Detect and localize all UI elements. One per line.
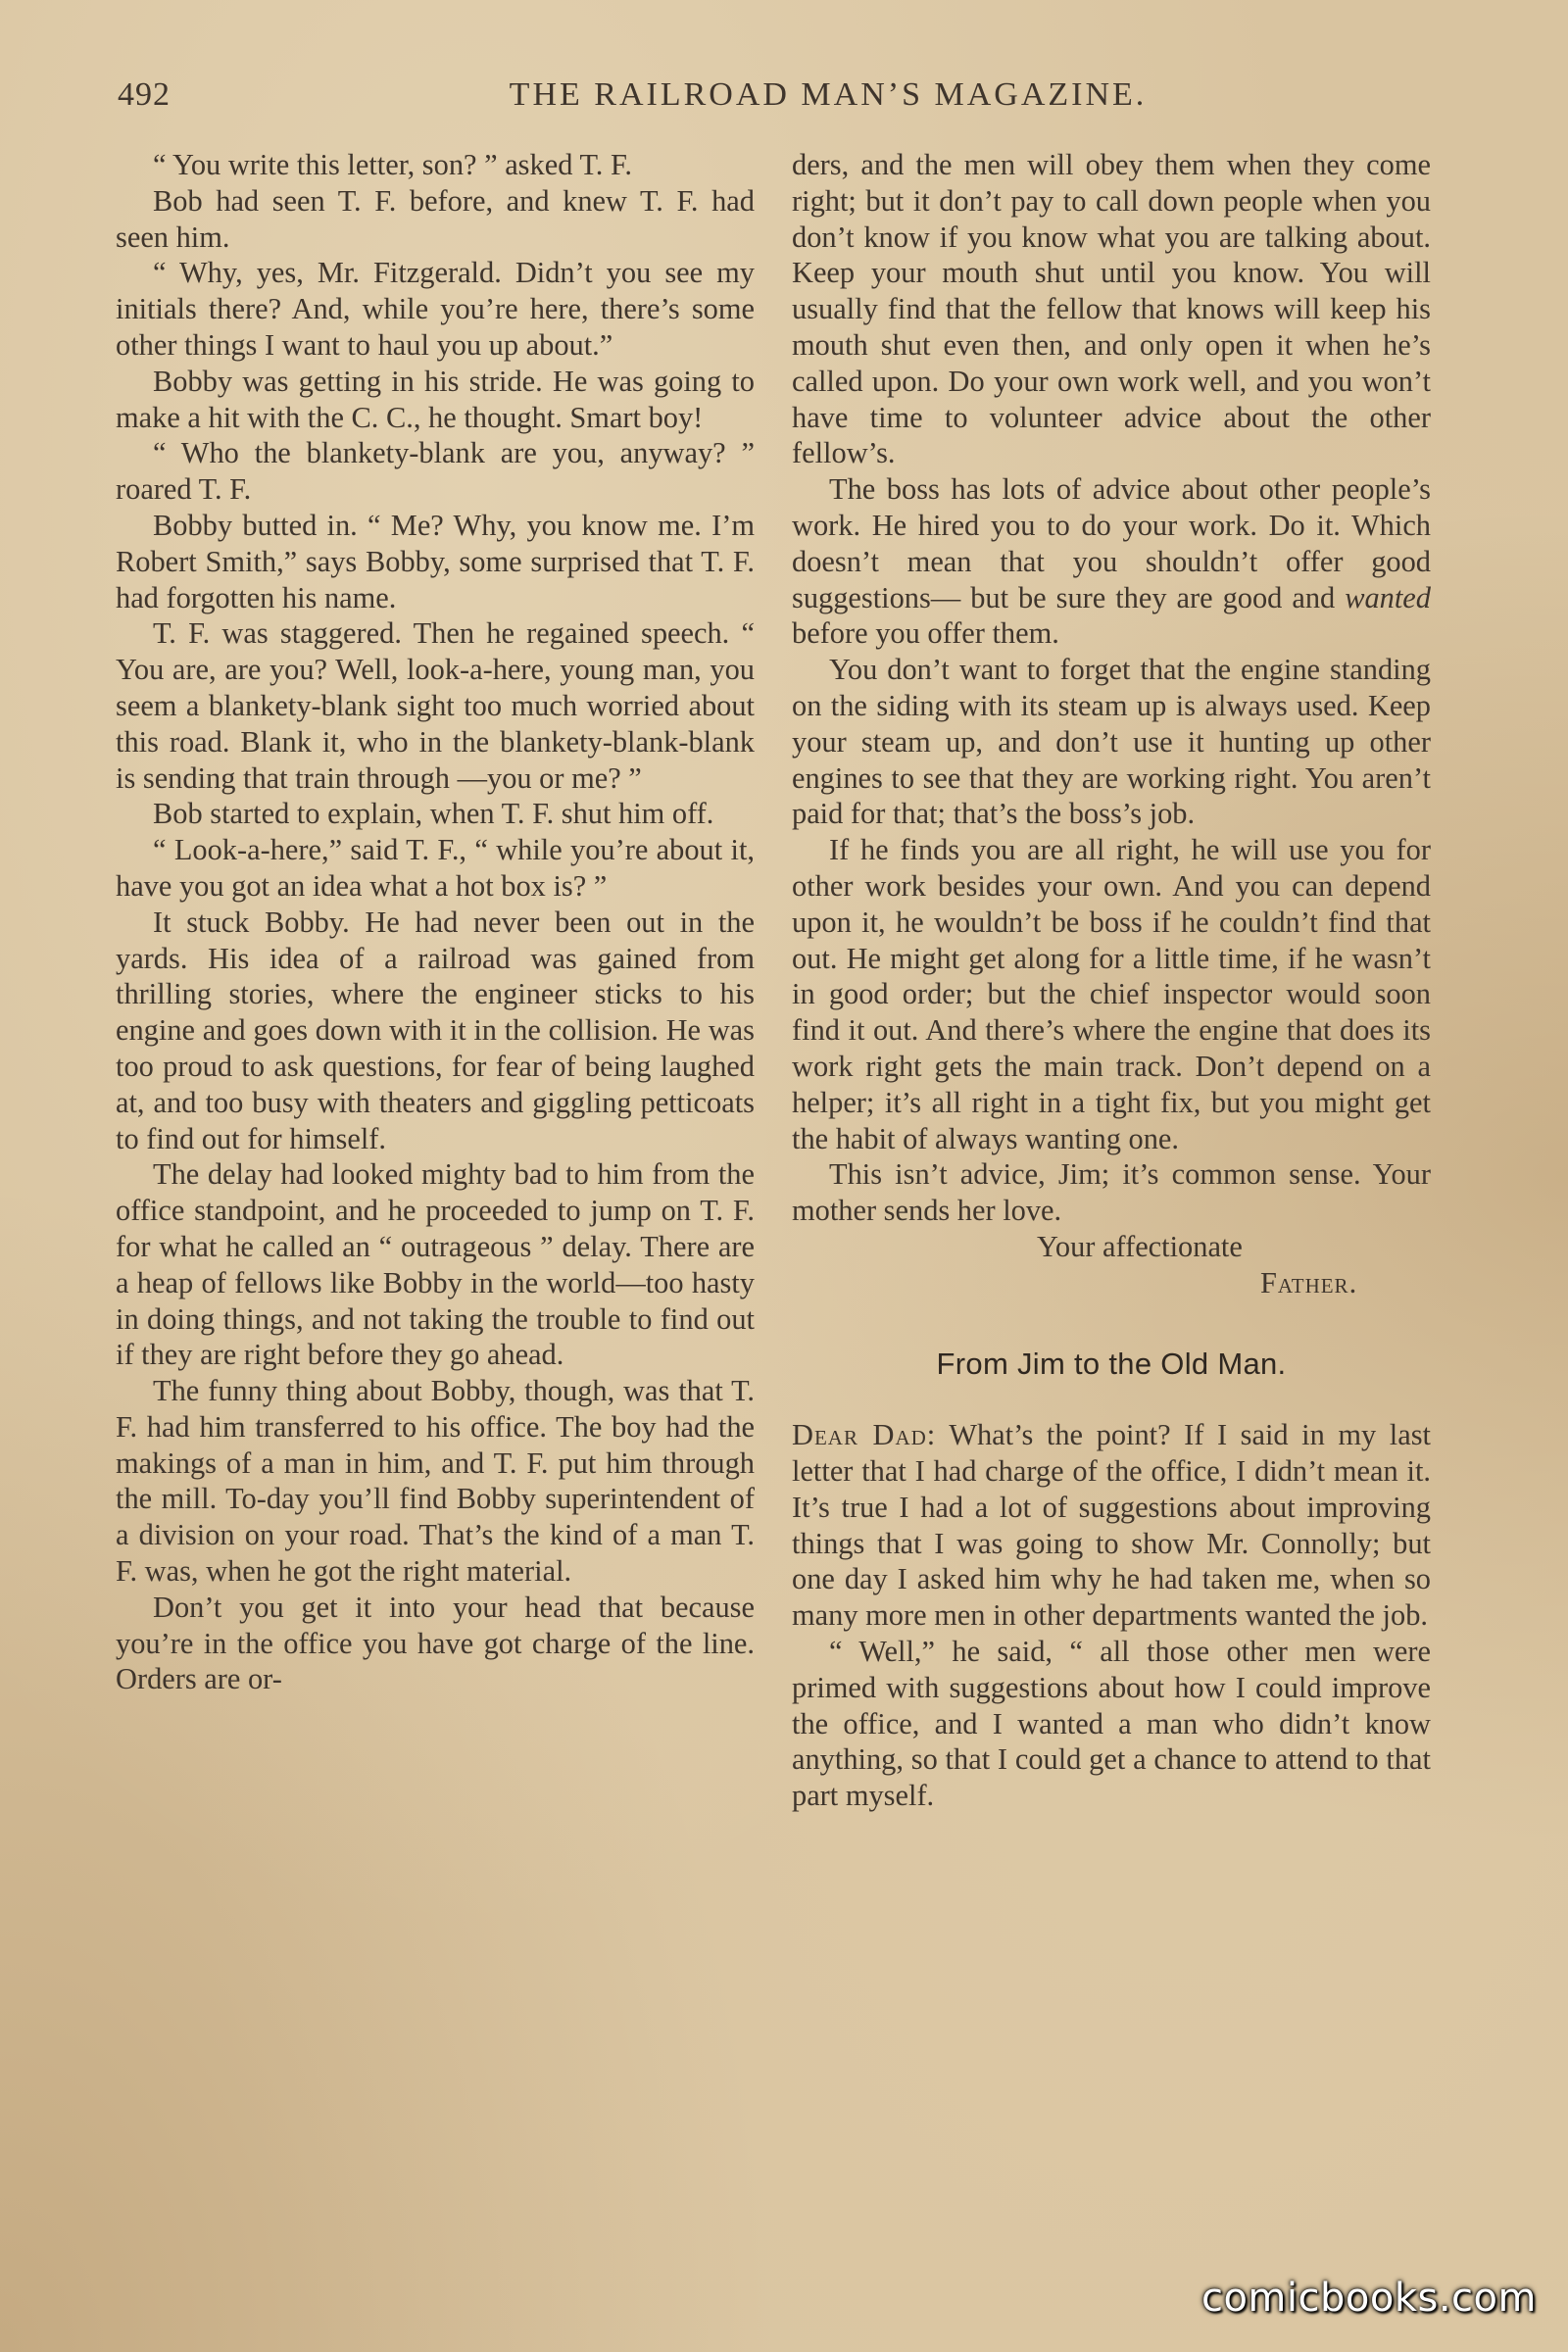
paragraph: “ Who the blankety-blank are you, anyway? ” roared T. F. — [116, 436, 755, 507]
paragraph: It stuck Bobby. He had never been out in the yards. His idea of a railroad was gained from thrilling stories, where the engineer sticks to his engine and goes down with it in the collision. He was too proud to ask questions, for fear of being laughed at, and too busy with theaters and giggling petticoats to find out for himself. — [116, 905, 755, 1155]
paragraph: You don’t want to forget that the engine standing on the siding with its steam up is always used. Keep your steam up, and don’t use it hunting up other engines to see that they are working right. You aren’t paid for that; that’s the boss’s job. — [792, 653, 1431, 831]
paragraph-text: The boss has lots of advice about other people’s work. He hired you to do your work. Do it. Which doesn’t mean that you shouldn’t offer good suggestions— but be sure they are good and — [792, 472, 1431, 614]
paragraph: “ Why, yes, Mr. Fitzgerald. Didn’t you see my initials there? And, while you’re here, there’s some other things I want to haul you up about.” — [116, 256, 755, 362]
paragraph: “ Well,” he said, “ all those other men were primed with suggestions about how I could improve the office, and I wanted a man who didn’t know anything, so that I could get a chance to attend to that part myself. — [792, 1635, 1431, 1813]
paragraph: The delay had looked mighty bad to him from the office standpoint, and he proceeded to jump on T. F. for what he called an “ outrageous ” delay. There are a heap of fellows like Bobby in the world—too hasty in doing things, and not taking the trouble to find out if they are right before they go ahead. — [116, 1157, 755, 1372]
paragraph — [792, 471, 1431, 652]
paragraph-text: What’s the point? If I said in my last letter that I had charge of the office, I didn’t mean it. It’s true I had a lot of suggestions about improving things that I was going to show Mr. Connolly; but one day I asked him why he had taken me, when so many more men in other departments wanted the job. — [792, 1418, 1431, 1633]
page-header — [118, 76, 1431, 120]
paragraph: T. F. was staggered. Then he regained speech. “ You are, are you? Well, look-a-here, young man, you seem a blankety-blank sight too much worried about this road. Blank it, who in the blankety-blank-blank is sending that train through —you or me? ” — [116, 616, 755, 795]
closing-line: Your affectionate — [1037, 1229, 1243, 1263]
continued-paragraph: ders, and the men will obey them when they come right; but it don’t pay to call down people when you don’t know if you know what you are talking about. Keep your mouth shut until you know. You will usually find that the fellow that knows will keep his mouth shut even then, and only open it when he’s called upon. Do your own work well, and you won’t have time to volunteer advice about the other fellow’s. — [792, 148, 1431, 470]
paragraph: Bob started to explain, when T. F. shut him off. — [153, 797, 714, 831]
paragraph-text-tail: before you offer them. — [792, 616, 1059, 651]
paragraph: The funny thing about Bobby, though, was that T. F. had him transferred to his office. The boy had the makings of a man in him, and T. F. put him through the mill. To-day you’ll find Bobby superintendent of a division on your road. That’s the kind of a man T. F. was, when he got the right material. — [116, 1374, 755, 1589]
running-title: THE RAILROAD MAN’S MAGAZINE. — [509, 76, 1148, 113]
letter-opening-paragraph — [792, 1417, 1431, 1634]
right-column — [792, 147, 1431, 1814]
signature: Father. — [1260, 1265, 1358, 1299]
paragraph: If he finds you are all right, he will use you for other work besides your own. And you can depend upon it, he wouldn’t be boss if he couldn’t find that out. He might get along for a little time, if he wasn’t in good order; but the chief inspector would soon find it out. And there’s where the engine that does its work right gets the main track. Don’t depend on a helper; it’s all right in a tight fix, but you might get the habit of always wanting one. — [792, 833, 1431, 1155]
salutation: Dear Dad: — [792, 1418, 937, 1452]
page-number: 492 — [118, 76, 171, 113]
left-column — [116, 147, 755, 1697]
paragraph: “ You write this letter, son? ” asked T. F. — [153, 148, 633, 181]
paragraph: “ Look-a-here,” said T. F., “ while you’re about it, have you got an idea what a hot box is? ” — [116, 833, 755, 903]
site-watermark: comicbooks.com — [1200, 2276, 1537, 2321]
section-heading: From Jim to the Old Man. — [936, 1346, 1287, 1381]
emphasized-word: wanted — [1345, 580, 1431, 614]
paragraph: Don’t you get it into your head that because you’re in the office you have got charge of the line. Orders are or- — [116, 1590, 755, 1696]
paragraph: This isn’t advice, Jim; it’s common sense. Your mother sends her love. — [792, 1157, 1431, 1228]
paragraph: Bobby was getting in his stride. He was going to make a hit with the C. C., he thought. Smart boy! — [116, 364, 755, 434]
paragraph: Bob had seen T. F. before, and knew T. F. had seen him. — [116, 183, 755, 254]
paragraph: Bobby butted in. “ Me? Why, you know me. I’m Robert Smith,” says Bobby, some surprised that T. F. had forgotten his name. — [116, 508, 755, 614]
letter-closing — [792, 1229, 1431, 1301]
